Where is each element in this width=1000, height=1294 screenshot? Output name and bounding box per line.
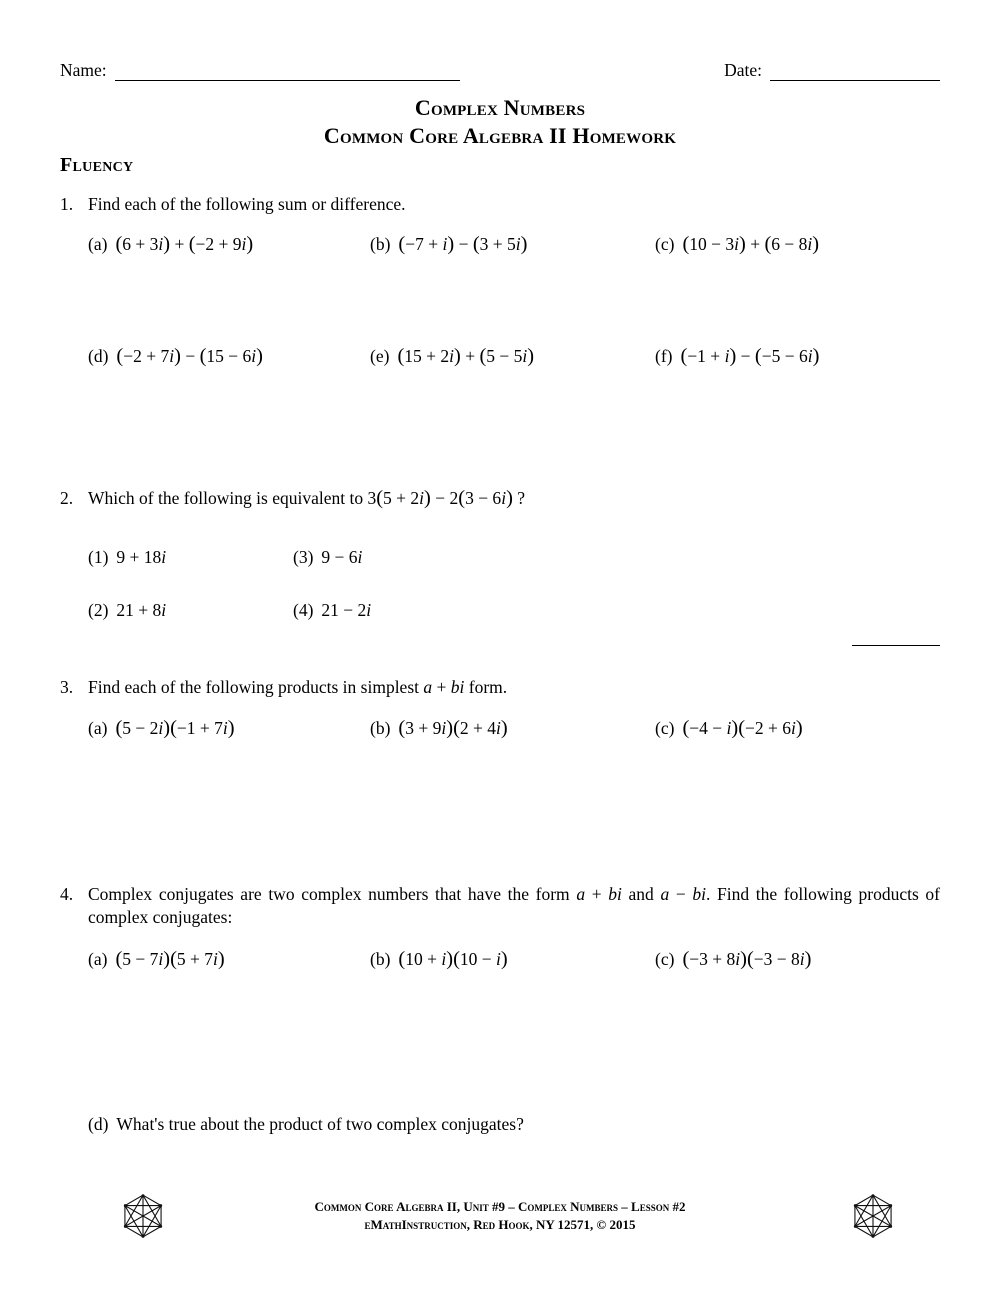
emath-logo-right	[850, 1192, 896, 1245]
q1-part-c	[655, 232, 940, 257]
question-4-parts	[88, 947, 940, 972]
part-label: (e)	[370, 346, 390, 367]
math-expression: (15 + 2i) + (5 − 5i)	[397, 345, 535, 368]
choice-2	[88, 599, 293, 623]
math-expression: (6 + 3i) + (−2 + 9i)	[115, 232, 254, 255]
part-label: (c)	[655, 233, 675, 254]
part-label: (a)	[88, 233, 108, 254]
math-expression: (5 − 7i)(5 + 7i)	[115, 947, 225, 970]
prompt-text: . Find the following products of complex conjugates:	[88, 883, 940, 928]
part-label: (d)	[88, 1114, 109, 1135]
title-line-2: Common Core Algebra II Homework	[323, 122, 677, 148]
math-expression: (−4 − i)(−2 + 6i)	[682, 717, 803, 740]
question-3-prompt	[88, 676, 940, 700]
footer-line-2: eMathInstruction, Red Hook, NY 12571, © 2015	[364, 1216, 636, 1232]
emath-geometric-logo-icon	[850, 1192, 896, 1240]
part-label: (b)	[370, 718, 391, 739]
prompt-text: Complex conjugates are two complex numbers that have the form	[88, 883, 577, 904]
prompt-text: ?	[512, 487, 526, 508]
math-expression: 9 − 6i	[321, 547, 363, 568]
q1-part-a	[88, 232, 370, 257]
title-line-1: Complex Numbers	[414, 95, 586, 120]
choice-4	[293, 599, 940, 623]
prompt-text: form.	[464, 676, 508, 697]
emath-logo-left	[120, 1192, 166, 1245]
math-expression: 21 + 8i	[116, 599, 167, 620]
q1-part-b	[370, 232, 655, 257]
q1-part-e	[370, 344, 655, 369]
math-expression: (−7 + i) − (3 + 5i)	[398, 232, 528, 255]
question-2-prompt	[88, 487, 940, 511]
math-expression: (10 − 3i) + (6 − 8i)	[682, 232, 820, 255]
math-expression: a + bi	[576, 883, 622, 904]
question-1-prompt: Find each of the following sum or difference.	[88, 194, 406, 214]
part-d-text: What's true about the product of two complex conjugates?	[116, 1114, 524, 1135]
choice-label: (1)	[88, 547, 109, 568]
question-4-prompt	[88, 883, 940, 930]
question-2	[60, 487, 940, 511]
question-3-parts	[88, 716, 940, 741]
q1-part-d	[88, 344, 370, 369]
footer	[0, 1190, 1000, 1233]
name-label: Name:	[60, 60, 107, 80]
date-blank	[770, 63, 940, 81]
date-label: Date:	[724, 60, 762, 80]
choice-label: (4)	[293, 599, 314, 620]
fluency-heading: Fluency	[60, 154, 134, 176]
q1-part-f	[655, 344, 940, 369]
q4-part-d	[88, 1113, 940, 1137]
math-expression: a + bi	[423, 676, 465, 697]
math-expression: a − bi	[660, 883, 706, 904]
prompt-text: Find each of the following products in simplest	[88, 676, 424, 697]
part-label: (d)	[88, 346, 109, 367]
question-1-parts-row-2	[88, 344, 940, 369]
part-label: (f)	[655, 346, 673, 367]
emath-geometric-logo-icon	[120, 1192, 166, 1240]
question-1-parts-row-1	[88, 232, 940, 257]
q4-part-a	[88, 947, 370, 972]
question-3	[60, 676, 940, 700]
math-expression: (−3 + 8i)(−3 − 8i)	[682, 947, 812, 970]
math-expression: (3 + 9i)(2 + 4i)	[398, 717, 508, 740]
prompt-text: Which of the following is equivalent to	[88, 487, 368, 508]
question-3-number: 3.	[60, 676, 74, 697]
q4-part-b	[370, 947, 655, 972]
q3-part-c	[655, 716, 940, 741]
math-expression: (5 − 2i)(−1 + 7i)	[115, 717, 235, 740]
question-1	[60, 193, 940, 217]
math-expression: (−1 + i) − (−5 − 6i)	[680, 345, 820, 368]
part-label: (c)	[655, 948, 675, 969]
answer-blank	[852, 633, 940, 646]
math-expression: (−2 + 7i) − (15 − 6i)	[116, 345, 263, 368]
name-date-row	[60, 60, 940, 81]
footer-line-1: Common Core Algebra II, Unit #9 – Complex Numbers – Lesson #2	[314, 1199, 686, 1214]
part-label: (a)	[88, 718, 108, 739]
choice-label: (3)	[293, 547, 314, 568]
question-4	[60, 883, 940, 930]
choice-label: (2)	[88, 599, 109, 620]
math-expression: (10 + i)(10 − i)	[398, 947, 508, 970]
math-expression: 9 + 18i	[116, 547, 167, 568]
name-blank	[115, 63, 460, 81]
q3-part-a	[88, 716, 370, 741]
part-label: (b)	[370, 233, 391, 254]
part-label: (b)	[370, 948, 391, 969]
q4-part-c	[655, 947, 940, 972]
choice-1	[88, 546, 293, 570]
part-label: (a)	[88, 948, 108, 969]
q3-part-b	[370, 716, 655, 741]
question-1-number: 1.	[60, 194, 74, 214]
math-expression: 3(5 + 2i) − 2(3 − 6i)	[367, 486, 513, 509]
worksheet-title	[60, 94, 940, 149]
part-label: (c)	[655, 718, 675, 739]
prompt-text: and	[621, 883, 661, 904]
question-2-number: 2.	[60, 487, 74, 508]
math-expression: 21 − 2i	[321, 599, 372, 620]
question-4-number: 4.	[60, 883, 74, 904]
choice-3	[293, 546, 940, 570]
question-2-choices	[88, 546, 940, 622]
